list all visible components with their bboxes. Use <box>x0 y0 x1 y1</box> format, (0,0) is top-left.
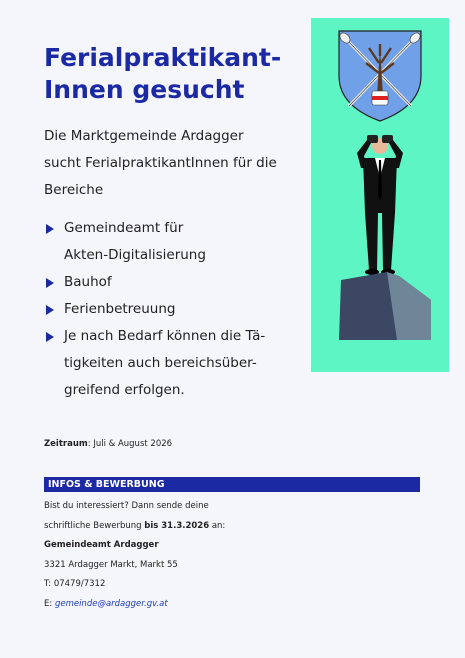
deadline: bis 31.3.2026 <box>144 520 210 531</box>
email-line <box>44 595 374 615</box>
period-value: : Juli & August 2026 <box>87 439 173 449</box>
contact-block <box>44 497 374 614</box>
email-prefix: E: <box>44 598 55 609</box>
deadline-pre: schriftliche Bewerbung <box>44 520 145 531</box>
info-heading: INFOS & BEWERBUNG <box>44 477 420 492</box>
bullet-arrow-icon <box>46 305 54 315</box>
coat-of-arms-icon <box>338 31 422 121</box>
list-item-line: Ferienbetreuung <box>64 301 176 317</box>
area-list <box>44 215 314 404</box>
bullet-arrow-icon <box>46 332 54 342</box>
period-label: Zeitraum <box>44 439 88 449</box>
intro-text <box>44 123 309 204</box>
list-item-line: greifend erfolgen. <box>64 382 185 398</box>
phone: T: 07479/7312 <box>44 579 106 589</box>
organisation-name: Gemeindeamt Ardagger <box>44 540 159 550</box>
title-line-2: Innen gesucht <box>44 75 245 104</box>
bullet-arrow-icon <box>46 278 54 288</box>
title-line-1: Ferialpraktikant- <box>44 43 282 72</box>
rock-illustration <box>339 272 431 340</box>
list-item-line: Bauhof <box>64 274 112 290</box>
list-item <box>44 269 314 296</box>
list-item-line: Gemeindeamt für <box>64 220 184 236</box>
deadline-post: an: <box>209 520 226 531</box>
list-item-line: Je nach Bedarf können die Tä- <box>64 328 266 344</box>
intro-line-2: sucht FerialpraktikantInnen für die <box>44 155 277 171</box>
email-link[interactable]: gemeinde@ardagger.gv.at <box>54 598 168 609</box>
page-title <box>44 42 314 106</box>
illustration-svg <box>311 18 449 372</box>
contact-line-1: Bist du interessiert? Dann sende deine <box>44 501 209 511</box>
list-item <box>44 296 314 323</box>
intro-line-1: Die Marktgemeinde Ardagger <box>44 128 244 144</box>
list-item <box>44 323 314 404</box>
contact-line-2 <box>44 517 374 537</box>
list-item <box>44 215 314 269</box>
bullet-arrow-icon <box>46 224 54 234</box>
intro-line-3: Bereiche <box>44 182 104 198</box>
person-binoculars-illustration <box>357 135 403 275</box>
period-line <box>44 439 172 449</box>
illustration-panel <box>311 18 449 372</box>
list-item-line: tigkeiten auch bereichsüber- <box>64 355 257 371</box>
list-item-line: Akten-Digitalisierung <box>64 247 206 263</box>
address: 3321 Ardagger Markt, Markt 55 <box>44 559 178 570</box>
